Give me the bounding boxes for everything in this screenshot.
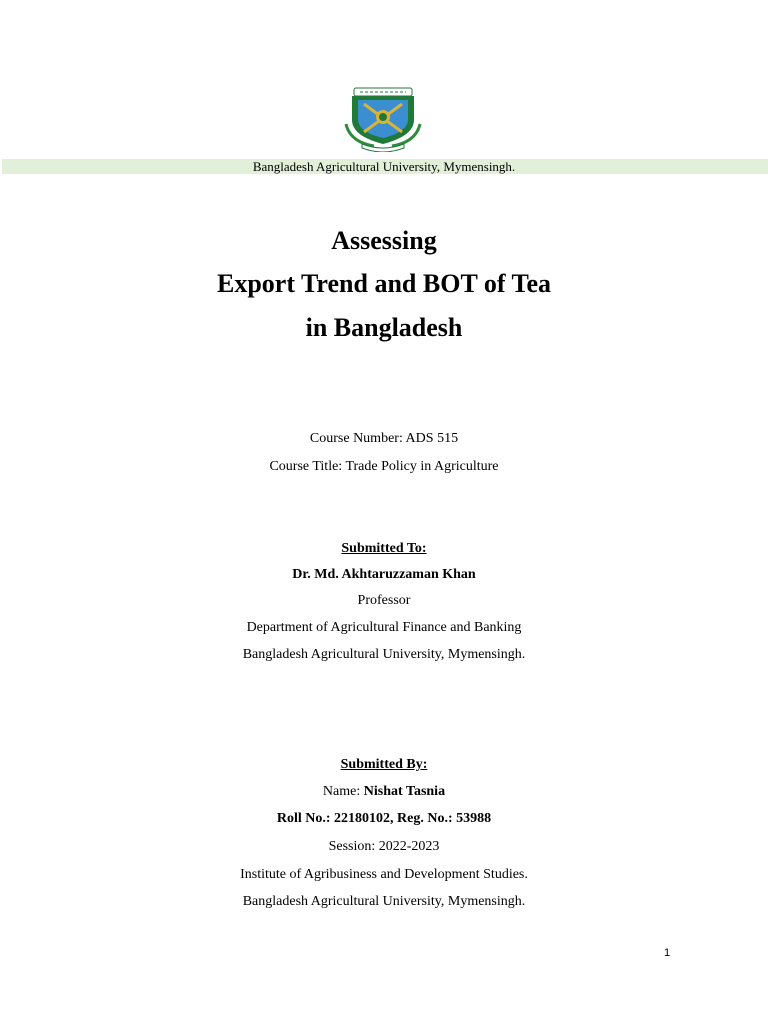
student-institute: Institute of Agribusiness and Development Studies. [240, 867, 528, 882]
title-line-3: in Bangladesh [305, 313, 463, 342]
student-session: Session: 2022-2023 [328, 839, 440, 854]
header-university-name: Bangladesh Agricultural University, Mymensingh. [252, 159, 516, 174]
student-roll-reg: Roll No.: 22180102, Reg. No.: 53988 [276, 811, 492, 826]
university-crest-icon [344, 86, 422, 152]
supervisor-department: Department of Agricultural Finance and Banking [246, 620, 522, 635]
title-line-2: Export Trend and BOT of Tea [216, 269, 551, 298]
student-university: Bangladesh Agricultural University, Mymensingh. [242, 894, 526, 909]
student-name [0, 783, 768, 801]
title-line-1: Assessing [331, 226, 437, 255]
submitted-by-heading: Submitted By: [340, 757, 428, 772]
page-number: 1 [664, 947, 671, 959]
supervisor-designation: Professor [357, 593, 411, 608]
course-title: Course Title: Trade Policy in Agriculture [269, 459, 499, 474]
course-number: Course Number: ADS 515 [309, 431, 459, 446]
student-name-label: Name: [322, 784, 364, 799]
supervisor-university: Bangladesh Agricultural University, Mymensingh. [242, 647, 526, 662]
university-logo [344, 86, 422, 152]
student-name-value: Nishat Tasnia [363, 784, 446, 799]
submitted-to-heading: Submitted To: [341, 541, 427, 556]
supervisor-name: Dr. Md. Akhtaruzzaman Khan [292, 567, 476, 582]
